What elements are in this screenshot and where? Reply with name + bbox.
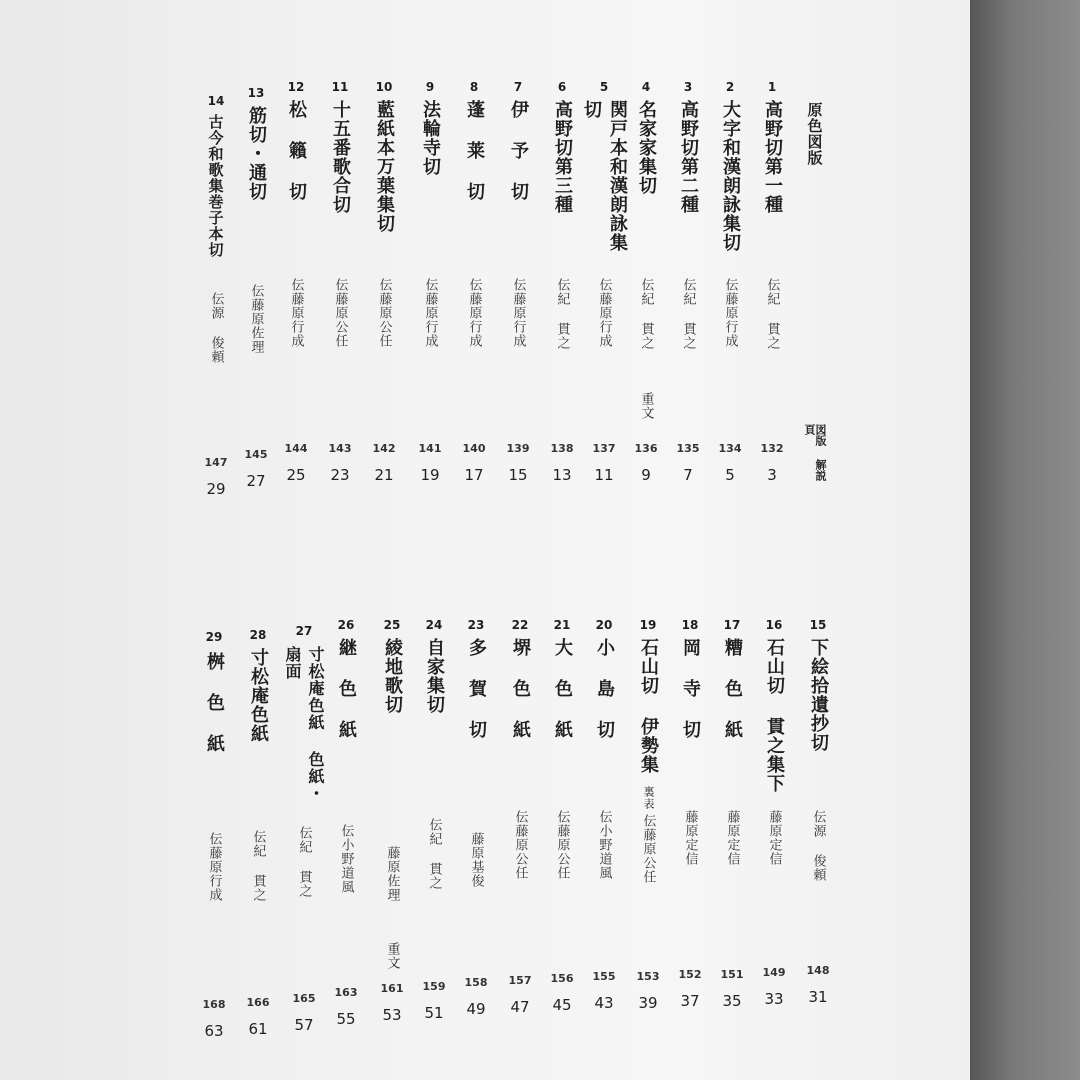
entry-title: 十五番歌合切: [330, 100, 351, 214]
page-number: 57: [294, 1016, 314, 1034]
entry-author: 伝紀 貫之: [250, 830, 266, 902]
entry-author: 伝藤原公任: [554, 810, 570, 880]
plate-page-number: 132: [760, 442, 784, 455]
entry-author: 伝藤原行成: [466, 278, 482, 348]
entry-author: 藤原定信: [766, 810, 782, 866]
plate-page-number: 139: [506, 442, 530, 455]
entry-author: 伝源 俊頼: [810, 810, 826, 882]
plate-page-number: 137: [592, 442, 616, 455]
entry-author: 伝藤原行成: [288, 278, 304, 348]
entry-number: 26: [337, 618, 355, 632]
designation-mark: 重文: [638, 392, 654, 420]
entry-author: 伝紀 貫之: [638, 278, 654, 350]
entry-title: 伊 予 切: [508, 100, 529, 201]
entry-title: 蓬 莱 切: [464, 100, 485, 201]
entry-title: 継 色 紙: [336, 638, 357, 739]
plate-page-number: 161: [380, 982, 404, 995]
entry-author: 伝藤原行成: [422, 278, 438, 348]
entry-author: 伝紀 貫之: [764, 278, 780, 350]
entry-author: 藤原定信: [682, 810, 698, 866]
entry-author: 藤原佐理: [384, 846, 400, 902]
entry-title: 高野切第二種: [678, 100, 699, 214]
entry-author: 伝紀 貫之: [296, 826, 312, 898]
plate-page-number: 157: [508, 974, 532, 987]
entry-title: 高野切第一種: [762, 100, 783, 214]
page-number: 47: [510, 998, 530, 1016]
page-number: 19: [420, 466, 440, 484]
entry-author: 伝藤原公任: [640, 814, 656, 884]
page-number: 51: [424, 1004, 444, 1022]
entry-author: 伝紀 貫之: [426, 818, 442, 890]
entry-number: 8: [469, 80, 479, 94]
plate-page-number: 149: [762, 966, 786, 979]
entry-title: 藍紙本万葉集切: [374, 100, 395, 233]
page-number: 7: [683, 466, 693, 484]
entry-author: 伝紀 貫之: [680, 278, 696, 350]
book-spine-edge: [970, 0, 1080, 1080]
entry-author: 伝藤原公任: [332, 278, 348, 348]
entry-number: 7: [513, 80, 523, 94]
entry-number: 9: [425, 80, 435, 94]
entry-number: 24: [425, 618, 443, 632]
entry-number: 23: [467, 618, 485, 632]
page-number: 21: [374, 466, 394, 484]
plate-page-number: 141: [418, 442, 442, 455]
entry-number: 19: [639, 618, 657, 632]
entry-title: 大 色 紙: [552, 638, 573, 739]
plate-page-number: 134: [718, 442, 742, 455]
entry-author: 伝藤原行成: [722, 278, 738, 348]
page-number: 11: [594, 466, 614, 484]
plate-page-number: 166: [246, 996, 270, 1009]
plate-page-number: 158: [464, 976, 488, 989]
entry-title: 法輪寺切: [420, 100, 441, 176]
entry-author: 伝藤原行成: [206, 832, 222, 902]
entry-number: 6: [557, 80, 567, 94]
entry-number: 10: [375, 80, 393, 94]
entry-number: 3: [683, 80, 693, 94]
entry-number: 28: [249, 628, 267, 642]
plate-page-number: 168: [202, 998, 226, 1011]
page-number: 39: [638, 994, 658, 1012]
page-number: 5: [725, 466, 735, 484]
entry-number: 15: [809, 618, 827, 632]
entry-title: 筋切・通切: [246, 106, 267, 201]
entry-title: 綾地歌切: [382, 638, 403, 714]
plate-page-number: 136: [634, 442, 658, 455]
page-number: 23: [330, 466, 350, 484]
entry-title: 桝 色 紙: [204, 652, 225, 753]
plate-page-number: 143: [328, 442, 352, 455]
page-number: 55: [336, 1010, 356, 1028]
page-number: 43: [594, 994, 614, 1012]
entry-number: 13: [247, 86, 265, 100]
page-number: 45: [552, 996, 572, 1014]
entry-title: 古今和歌集巻子本切: [206, 114, 225, 258]
entry-author: 藤原基俊: [468, 832, 484, 888]
section-title: 原色図版: [805, 102, 824, 166]
entry-title: 寸松庵色紙 色紙・扇面: [283, 646, 325, 802]
entry-author: 藤原定信: [724, 810, 740, 866]
page-number: 29: [206, 480, 226, 498]
entry-number: 27: [295, 624, 313, 638]
entry-author: 伝小野道風: [338, 824, 354, 894]
page-number: 53: [382, 1006, 402, 1024]
entry-number: 25: [383, 618, 401, 632]
entry-author: 伝藤原佐理: [248, 284, 264, 354]
plate-page-number: 147: [204, 456, 228, 469]
plate-page-number: 165: [292, 992, 316, 1005]
entry-number: 20: [595, 618, 613, 632]
page-number: 13: [552, 466, 572, 484]
page-number: 37: [680, 992, 700, 1010]
plate-page-column-header: 図版 解説 頁: [803, 424, 827, 481]
page-number: 63: [204, 1022, 224, 1040]
entry-title: 自家集切: [424, 638, 445, 714]
entry-number: 14: [207, 94, 225, 108]
plate-page-number: 135: [676, 442, 700, 455]
page-number: 35: [722, 992, 742, 1010]
page-number: 25: [286, 466, 306, 484]
entry-title: 石山切 貫之集下: [764, 638, 785, 793]
entry-title: 石山切 伊勢集: [638, 638, 659, 774]
plate-page-number: 152: [678, 968, 702, 981]
plate-page-number: 155: [592, 970, 616, 983]
entry-author: 伝藤原公任: [376, 278, 392, 348]
entry-title: 堺 色 紙: [510, 638, 531, 739]
entry-author: 伝藤原行成: [510, 278, 526, 348]
entry-number: 21: [553, 618, 571, 632]
page-number: 17: [464, 466, 484, 484]
page-number: 49: [466, 1000, 486, 1018]
entry-number: 4: [641, 80, 651, 94]
entry-author: 伝藤原公任: [512, 810, 528, 880]
entry-number: 22: [511, 618, 529, 632]
entry-number: 29: [205, 630, 223, 644]
page-number: 3: [767, 466, 777, 484]
entry-title: 関戸本和漢朗詠集切: [581, 100, 628, 252]
entry-number: 18: [681, 618, 699, 632]
plate-page-number: 156: [550, 972, 574, 985]
entry-number: 5: [599, 80, 609, 94]
page-number: 15: [508, 466, 528, 484]
plate-page-number: 148: [806, 964, 830, 977]
entry-number: 2: [725, 80, 735, 94]
designation-mark: 裏表: [642, 786, 655, 810]
plate-page-number: 138: [550, 442, 574, 455]
entry-title: 寸松庵色紙: [248, 648, 269, 743]
plate-page-number: 151: [720, 968, 744, 981]
entry-title: 松 籟 切: [286, 100, 307, 201]
entry-number: 11: [331, 80, 349, 94]
entry-author: 伝紀 貫之: [554, 278, 570, 350]
page-number: 9: [641, 466, 651, 484]
entry-title: 糟 色 紙: [722, 638, 743, 739]
entry-title: 高野切第三種: [552, 100, 573, 214]
entry-number: 16: [765, 618, 783, 632]
plate-page-number: 144: [284, 442, 308, 455]
entry-author: 伝小野道風: [596, 810, 612, 880]
entry-title: 下絵拾遺抄切: [808, 638, 829, 752]
entry-title: 大字和漢朗詠集切: [720, 100, 741, 252]
entry-number: 12: [287, 80, 305, 94]
page-number: 33: [764, 990, 784, 1008]
plate-page-number: 142: [372, 442, 396, 455]
plate-page-number: 153: [636, 970, 660, 983]
designation-mark: 重文: [384, 942, 400, 970]
plate-page-number: 159: [422, 980, 446, 993]
plate-page-number: 145: [244, 448, 268, 461]
page-number: 27: [246, 472, 266, 490]
entry-author: 伝源 俊頼: [208, 292, 224, 364]
plate-page-number: 163: [334, 986, 358, 999]
page-number: 31: [808, 988, 828, 1006]
entry-title: 名家家集切: [636, 100, 657, 195]
entry-title: 多 賀 切: [466, 638, 487, 739]
entry-number: 17: [723, 618, 741, 632]
entry-author: 伝藤原行成: [596, 278, 612, 348]
plate-page-number: 140: [462, 442, 486, 455]
entry-title: 岡 寺 切: [680, 638, 701, 739]
entry-number: 1: [767, 80, 777, 94]
page-number: 61: [248, 1020, 268, 1038]
entry-title: 小 島 切: [594, 638, 615, 739]
